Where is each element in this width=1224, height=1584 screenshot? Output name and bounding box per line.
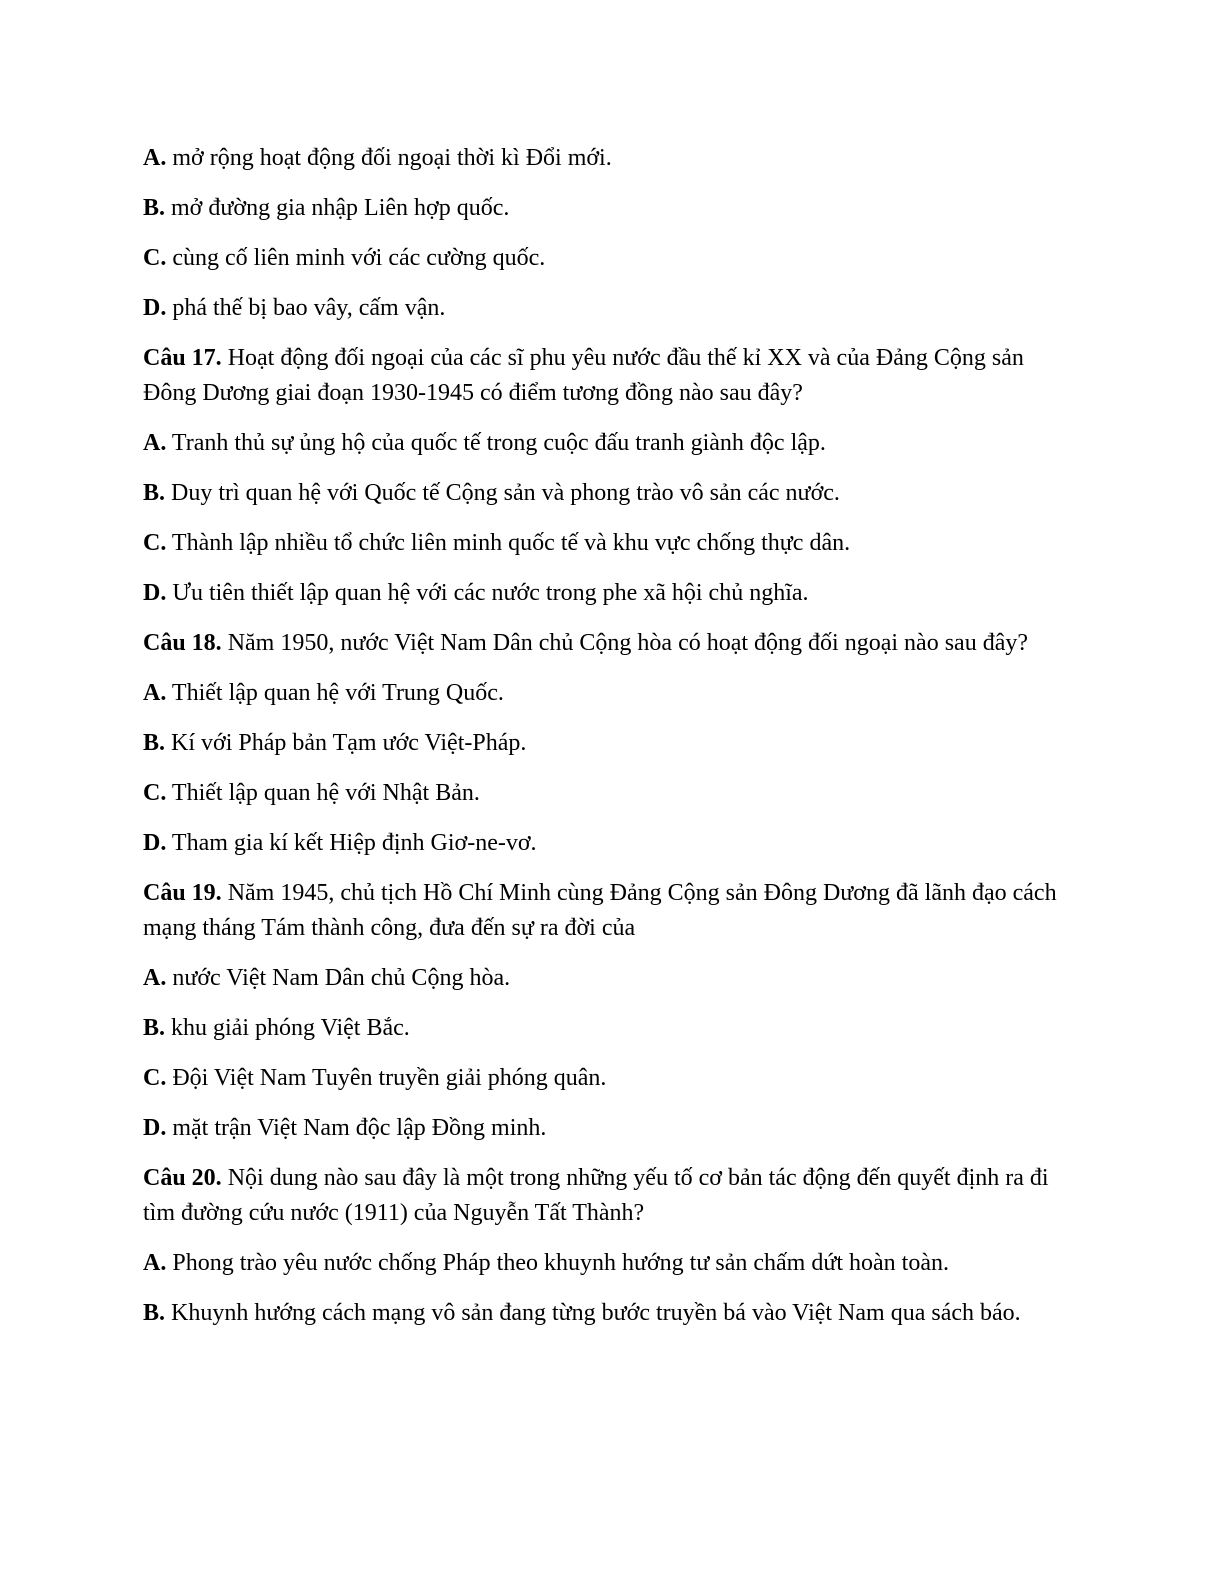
question-19 [143, 876, 1078, 946]
option-letter: D. [143, 830, 167, 856]
option-letter: D. [143, 1115, 167, 1141]
option-a [143, 141, 1078, 176]
option-b [143, 726, 1078, 761]
option-c [143, 526, 1078, 561]
option-letter: C. [143, 530, 167, 556]
option-letter: A. [143, 965, 167, 991]
option-letter: B. [143, 730, 166, 756]
option-letter: B. [143, 1300, 166, 1326]
option-text: mở đường gia nhập Liên hợp quốc. [171, 195, 510, 221]
option-letter: B. [143, 480, 166, 506]
question-text: Năm 1950, nước Việt Nam Dân chủ Cộng hòa có hoạt động đối ngoại nào sau đây? [227, 630, 1028, 656]
option-text: Tham gia kí kết Hiệp định Giơ-ne-vơ. [171, 830, 537, 856]
question-18 [143, 626, 1078, 661]
option-d [143, 1111, 1078, 1146]
option-text: Phong trào yêu nước chống Pháp theo khuynh hướng tư sản chấm dứt hoàn toàn. [172, 1250, 949, 1276]
option-text: mặt trận Việt Nam độc lập Đồng minh. [172, 1115, 547, 1141]
option-text: Duy trì quan hệ với Quốc tế Cộng sản và phong trào vô sản các nước. [171, 480, 840, 506]
option-c [143, 241, 1078, 276]
option-a [143, 676, 1078, 711]
option-letter: C. [143, 245, 167, 271]
option-text: Ưu tiên thiết lập quan hệ với các nước trong phe xã hội chủ nghĩa. [172, 580, 809, 606]
option-text: khu giải phóng Việt Bắc. [171, 1015, 410, 1041]
option-letter: A. [143, 430, 167, 456]
question-20 [143, 1161, 1078, 1231]
question-label: Câu 17. [143, 345, 222, 371]
option-d [143, 291, 1078, 326]
option-text: Tranh thủ sự ủng hộ của quốc tế trong cuộc đấu tranh giành độc lập. [171, 430, 826, 456]
question-text: Năm 1945, chủ tịch Hồ Chí Minh cùng Đảng Cộng sản Đông Dương đã lãnh đạo cách mạng tháng Tám thành công, đưa đến sự ra đời của [143, 880, 1057, 941]
option-a [143, 961, 1078, 996]
document-page [143, 141, 1078, 1346]
option-d [143, 576, 1078, 611]
question-17 [143, 341, 1078, 411]
option-text: cùng cố liên minh với các cường quốc. [172, 245, 546, 271]
option-letter: A. [143, 145, 167, 171]
option-b [143, 1011, 1078, 1046]
option-letter: A. [143, 1250, 167, 1276]
option-letter: C. [143, 1065, 167, 1091]
option-text: mở rộng hoạt động đối ngoại thời kì Đổi mới. [172, 145, 612, 171]
question-text: Nội dung nào sau đây là một trong những yếu tố cơ bản tác động đến quyết định ra đi tìm đường cứu nước (1911) của Nguyễn Tất Thành? [143, 1165, 1049, 1226]
option-text: phá thế bị bao vây, cấm vận. [172, 295, 446, 321]
option-letter: A. [143, 680, 167, 706]
option-text: Thiết lập quan hệ với Nhật Bản. [171, 780, 480, 806]
option-b [143, 476, 1078, 511]
option-letter: C. [143, 780, 167, 806]
option-b [143, 1296, 1078, 1331]
question-label: Câu 19. [143, 880, 222, 906]
option-text: Khuynh hướng cách mạng vô sản đang từng bước truyền bá vào Việt Nam qua sách báo. [171, 1300, 1021, 1326]
option-letter: D. [143, 295, 167, 321]
option-a [143, 1246, 1078, 1281]
option-b [143, 191, 1078, 226]
option-c [143, 1061, 1078, 1096]
option-text: Đội Việt Nam Tuyên truyền giải phóng quân. [172, 1065, 607, 1091]
question-label: Câu 20. [143, 1165, 222, 1191]
option-text: Thành lập nhiều tổ chức liên minh quốc tế và khu vực chống thực dân. [171, 530, 851, 556]
question-text: Hoạt động đối ngoại của các sĩ phu yêu nước đầu thế kỉ XX và của Đảng Cộng sản Đông Dương giai đoạn 1930-1945 có điểm tương đồng nào sau đây? [143, 345, 1024, 406]
option-letter: D. [143, 580, 167, 606]
question-label: Câu 18. [143, 630, 222, 656]
option-letter: B. [143, 195, 166, 221]
option-text: Thiết lập quan hệ với Trung Quốc. [171, 680, 504, 706]
option-text: Kí với Pháp bản Tạm ước Việt-Pháp. [171, 730, 527, 756]
option-a [143, 426, 1078, 461]
option-letter: B. [143, 1015, 166, 1041]
option-c [143, 776, 1078, 811]
option-d [143, 826, 1078, 861]
option-text: nước Việt Nam Dân chủ Cộng hòa. [172, 965, 511, 991]
